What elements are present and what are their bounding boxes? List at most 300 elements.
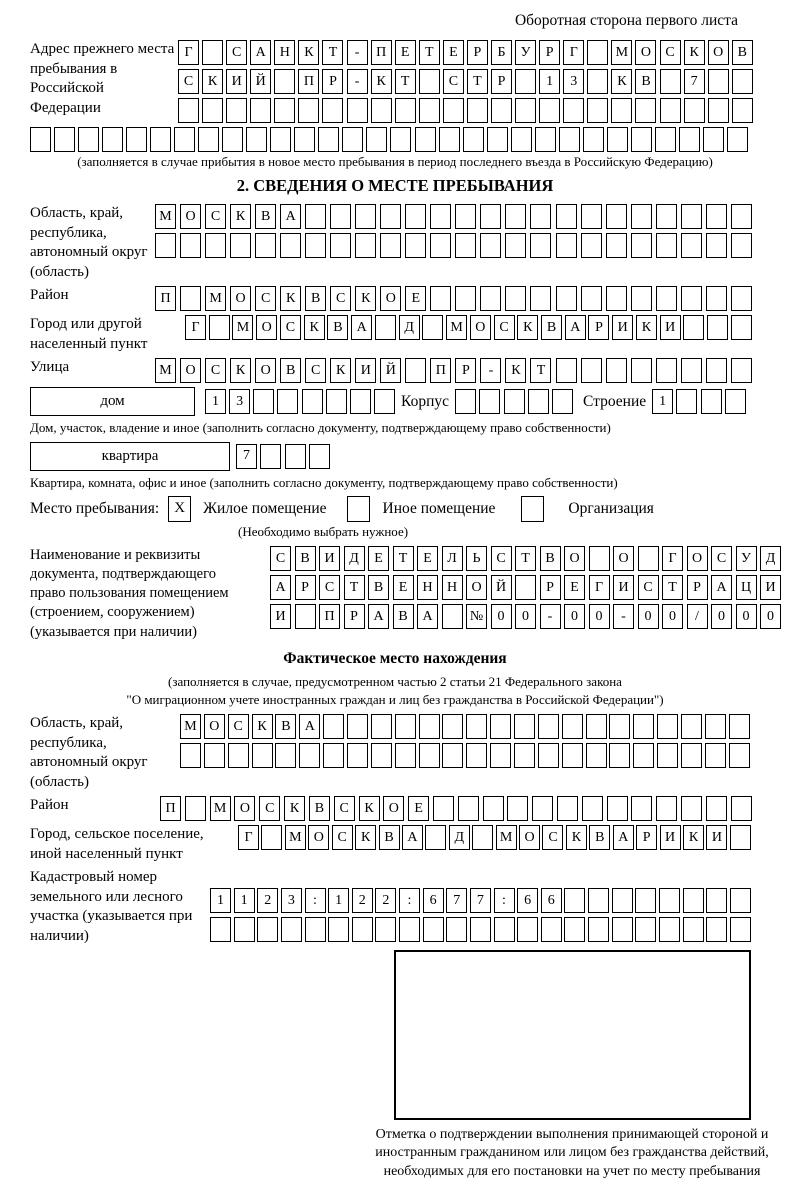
char-cell[interactable]: 6	[541, 888, 562, 913]
char-cell[interactable]: Ц	[736, 575, 757, 600]
char-cell[interactable]: С	[660, 40, 681, 65]
char-cell[interactable]: С	[305, 358, 326, 383]
char-cell[interactable]	[659, 917, 680, 942]
char-cell[interactable]	[204, 743, 225, 768]
char-cell[interactable]	[659, 888, 680, 913]
char-cell[interactable]	[530, 286, 551, 311]
char-cell[interactable]	[487, 127, 508, 152]
char-cell[interactable]: Т	[393, 546, 414, 571]
char-cell[interactable]	[347, 98, 368, 123]
char-cell[interactable]: Р	[539, 40, 560, 65]
char-cell[interactable]	[255, 233, 276, 258]
char-cell[interactable]: О	[635, 40, 656, 65]
char-cell[interactable]	[430, 286, 451, 311]
char-cell[interactable]	[425, 825, 446, 850]
char-cell[interactable]	[479, 389, 500, 414]
char-cell[interactable]	[587, 98, 608, 123]
char-cell[interactable]	[209, 315, 230, 340]
char-cell[interactable]: К	[611, 69, 632, 94]
char-cell[interactable]: Д	[399, 315, 420, 340]
char-cell[interactable]	[330, 204, 351, 229]
char-cell[interactable]	[30, 127, 51, 152]
char-cell[interactable]	[198, 127, 219, 152]
char-cell[interactable]: О	[383, 796, 404, 821]
char-cell[interactable]: П	[160, 796, 181, 821]
char-cell[interactable]	[274, 69, 295, 94]
char-cell[interactable]: М	[496, 825, 517, 850]
char-cell[interactable]: К	[505, 358, 526, 383]
char-cell[interactable]	[583, 127, 604, 152]
char-cell[interactable]	[155, 233, 176, 258]
char-cell[interactable]: М	[180, 714, 201, 739]
char-cell[interactable]: М	[232, 315, 253, 340]
char-cell[interactable]	[439, 127, 460, 152]
char-cell[interactable]	[280, 233, 301, 258]
char-cell[interactable]: А	[280, 204, 301, 229]
char-cell[interactable]: 2	[257, 888, 278, 913]
char-cell[interactable]: С	[638, 575, 659, 600]
char-cell[interactable]	[552, 389, 573, 414]
char-cell[interactable]	[185, 796, 206, 821]
char-cell[interactable]	[328, 917, 349, 942]
char-cell[interactable]: Е	[368, 546, 389, 571]
char-cell[interactable]: /	[687, 604, 708, 629]
char-cell[interactable]	[246, 127, 267, 152]
char-cell[interactable]: И	[355, 358, 376, 383]
char-cell[interactable]	[705, 714, 726, 739]
char-cell[interactable]	[707, 315, 728, 340]
char-cell[interactable]	[581, 358, 602, 383]
char-cell[interactable]: К	[684, 40, 705, 65]
char-cell[interactable]	[380, 204, 401, 229]
char-cell[interactable]: Т	[467, 69, 488, 94]
char-cell[interactable]: В	[275, 714, 296, 739]
char-cell[interactable]: К	[355, 286, 376, 311]
char-cell[interactable]: О	[613, 546, 634, 571]
char-cell[interactable]	[252, 743, 273, 768]
char-cell[interactable]	[480, 204, 501, 229]
char-cell[interactable]	[202, 98, 223, 123]
char-cell[interactable]	[729, 743, 750, 768]
char-cell[interactable]	[633, 714, 654, 739]
char-cell[interactable]	[586, 743, 607, 768]
char-cell[interactable]	[222, 127, 243, 152]
char-cell[interactable]	[253, 389, 274, 414]
char-cell[interactable]: Т	[515, 546, 536, 571]
char-cell[interactable]: Е	[417, 546, 438, 571]
char-cell[interactable]	[511, 127, 532, 152]
char-cell[interactable]	[563, 98, 584, 123]
char-cell[interactable]: Р	[588, 315, 609, 340]
char-cell[interactable]: О	[180, 358, 201, 383]
char-cell[interactable]: У	[736, 546, 757, 571]
char-cell[interactable]: С	[491, 546, 512, 571]
char-cell[interactable]: С	[332, 825, 353, 850]
char-cell[interactable]: Л	[442, 546, 463, 571]
char-cell[interactable]: В	[732, 40, 753, 65]
char-cell[interactable]	[178, 98, 199, 123]
char-cell[interactable]	[706, 204, 727, 229]
char-cell[interactable]	[606, 286, 627, 311]
char-cell[interactable]: Г	[563, 40, 584, 65]
char-cell[interactable]	[701, 389, 722, 414]
char-cell[interactable]: Ь	[466, 546, 487, 571]
char-cell[interactable]	[430, 233, 451, 258]
char-cell[interactable]	[706, 233, 727, 258]
char-cell[interactable]	[491, 98, 512, 123]
char-cell[interactable]	[210, 917, 231, 942]
char-cell[interactable]	[731, 315, 752, 340]
char-cell[interactable]	[380, 233, 401, 258]
char-cell[interactable]: Д	[449, 825, 470, 850]
char-cell[interactable]	[660, 69, 681, 94]
char-cell[interactable]: 1	[328, 888, 349, 913]
char-cell[interactable]	[681, 743, 702, 768]
char-cell[interactable]	[257, 917, 278, 942]
house-type-field[interactable]: дом	[30, 387, 195, 416]
char-cell[interactable]: Г	[662, 546, 683, 571]
char-cell[interactable]: 0	[515, 604, 536, 629]
char-cell[interactable]	[556, 286, 577, 311]
char-cell[interactable]	[631, 796, 652, 821]
char-cell[interactable]	[352, 917, 373, 942]
char-cell[interactable]: Н	[442, 575, 463, 600]
char-cell[interactable]: -	[540, 604, 561, 629]
char-cell[interactable]	[564, 917, 585, 942]
char-cell[interactable]	[347, 714, 368, 739]
char-cell[interactable]	[455, 233, 476, 258]
char-cell[interactable]: К	[280, 286, 301, 311]
char-cell[interactable]: О	[470, 315, 491, 340]
char-cell[interactable]: :	[494, 888, 515, 913]
char-cell[interactable]: М	[210, 796, 231, 821]
char-cell[interactable]	[299, 743, 320, 768]
char-cell[interactable]	[405, 233, 426, 258]
char-cell[interactable]	[446, 917, 467, 942]
char-cell[interactable]: В	[368, 575, 389, 600]
char-cell[interactable]: И	[612, 315, 633, 340]
char-cell[interactable]: У	[515, 40, 536, 65]
char-cell[interactable]: О	[466, 575, 487, 600]
char-cell[interactable]: О	[308, 825, 329, 850]
char-cell[interactable]: С	[205, 358, 226, 383]
char-cell[interactable]: К	[517, 315, 538, 340]
char-cell[interactable]	[442, 604, 463, 629]
char-cell[interactable]	[729, 714, 750, 739]
char-cell[interactable]	[422, 315, 443, 340]
char-cell[interactable]: 0	[711, 604, 732, 629]
char-cell[interactable]: И	[270, 604, 291, 629]
char-cell[interactable]	[442, 743, 463, 768]
char-cell[interactable]	[180, 743, 201, 768]
char-cell[interactable]: О	[519, 825, 540, 850]
char-cell[interactable]	[305, 204, 326, 229]
char-cell[interactable]	[371, 743, 392, 768]
char-cell[interactable]	[347, 743, 368, 768]
char-cell[interactable]: С	[228, 714, 249, 739]
char-cell[interactable]: С	[494, 315, 515, 340]
char-cell[interactable]	[515, 69, 536, 94]
char-cell[interactable]	[660, 98, 681, 123]
char-cell[interactable]	[633, 743, 654, 768]
char-cell[interactable]: К	[202, 69, 223, 94]
char-cell[interactable]: Р	[491, 69, 512, 94]
char-cell[interactable]: С	[255, 286, 276, 311]
char-cell[interactable]: М	[205, 286, 226, 311]
char-cell[interactable]: Н	[417, 575, 438, 600]
char-cell[interactable]: С	[319, 575, 340, 600]
char-cell[interactable]	[472, 825, 493, 850]
char-cell[interactable]	[541, 917, 562, 942]
char-cell[interactable]: И	[226, 69, 247, 94]
char-cell[interactable]	[631, 233, 652, 258]
char-cell[interactable]: К	[359, 796, 380, 821]
char-cell[interactable]: В	[255, 204, 276, 229]
char-cell[interactable]	[480, 286, 501, 311]
char-cell[interactable]	[564, 888, 585, 913]
char-cell[interactable]	[505, 233, 526, 258]
char-cell[interactable]	[463, 127, 484, 152]
char-cell[interactable]: Й	[380, 358, 401, 383]
char-cell[interactable]	[205, 233, 226, 258]
char-cell[interactable]: Р	[687, 575, 708, 600]
char-cell[interactable]: Р	[636, 825, 657, 850]
char-cell[interactable]: А	[565, 315, 586, 340]
char-cell[interactable]	[419, 714, 440, 739]
char-cell[interactable]: И	[319, 546, 340, 571]
char-cell[interactable]	[294, 127, 315, 152]
char-cell[interactable]: Д	[344, 546, 365, 571]
char-cell[interactable]	[656, 233, 677, 258]
char-cell[interactable]	[302, 389, 323, 414]
char-cell[interactable]: К	[230, 358, 251, 383]
char-cell[interactable]	[309, 444, 330, 469]
char-cell[interactable]	[261, 825, 282, 850]
char-cell[interactable]: П	[371, 40, 392, 65]
char-cell[interactable]: Р	[467, 40, 488, 65]
char-cell[interactable]	[612, 888, 633, 913]
char-cell[interactable]	[483, 796, 504, 821]
char-cell[interactable]: 7	[236, 444, 257, 469]
char-cell[interactable]: Р	[344, 604, 365, 629]
char-cell[interactable]	[395, 714, 416, 739]
char-cell[interactable]	[505, 204, 526, 229]
char-cell[interactable]: Е	[408, 796, 429, 821]
char-cell[interactable]	[494, 917, 515, 942]
char-cell[interactable]	[681, 714, 702, 739]
char-cell[interactable]	[703, 127, 724, 152]
char-cell[interactable]	[395, 743, 416, 768]
char-cell[interactable]: 0	[736, 604, 757, 629]
char-cell[interactable]: Г	[178, 40, 199, 65]
char-cell[interactable]	[681, 358, 702, 383]
char-cell[interactable]	[305, 917, 326, 942]
char-cell[interactable]: К	[355, 825, 376, 850]
char-cell[interactable]: С	[280, 315, 301, 340]
char-cell[interactable]: С	[542, 825, 563, 850]
char-cell[interactable]	[202, 40, 223, 65]
char-cell[interactable]	[298, 98, 319, 123]
char-cell[interactable]: С	[270, 546, 291, 571]
char-cell[interactable]: К	[371, 69, 392, 94]
char-cell[interactable]	[631, 286, 652, 311]
char-cell[interactable]	[330, 233, 351, 258]
char-cell[interactable]: Р	[295, 575, 316, 600]
char-cell[interactable]	[581, 233, 602, 258]
char-cell[interactable]: С	[443, 69, 464, 94]
char-cell[interactable]	[78, 127, 99, 152]
char-cell[interactable]	[681, 796, 702, 821]
char-cell[interactable]	[725, 389, 746, 414]
char-cell[interactable]	[656, 286, 677, 311]
char-cell[interactable]: А	[299, 714, 320, 739]
char-cell[interactable]	[609, 714, 630, 739]
char-cell[interactable]	[609, 743, 630, 768]
char-cell[interactable]	[150, 127, 171, 152]
char-cell[interactable]	[556, 233, 577, 258]
char-cell[interactable]: В	[541, 315, 562, 340]
char-cell[interactable]	[322, 98, 343, 123]
char-cell[interactable]	[375, 917, 396, 942]
char-cell[interactable]: Е	[393, 575, 414, 600]
char-cell[interactable]: 1	[234, 888, 255, 913]
stay-type-other-checkbox[interactable]	[347, 496, 370, 522]
char-cell[interactable]	[470, 917, 491, 942]
char-cell[interactable]	[515, 98, 536, 123]
char-cell[interactable]	[656, 358, 677, 383]
char-cell[interactable]	[706, 888, 727, 913]
char-cell[interactable]: О	[708, 40, 729, 65]
char-cell[interactable]	[562, 714, 583, 739]
char-cell[interactable]: С	[711, 546, 732, 571]
char-cell[interactable]: М	[155, 358, 176, 383]
char-cell[interactable]	[588, 888, 609, 913]
char-cell[interactable]: К	[330, 358, 351, 383]
char-cell[interactable]: 6	[423, 888, 444, 913]
char-cell[interactable]	[655, 127, 676, 152]
char-cell[interactable]	[657, 743, 678, 768]
char-cell[interactable]	[557, 796, 578, 821]
char-cell[interactable]	[581, 204, 602, 229]
char-cell[interactable]: П	[155, 286, 176, 311]
char-cell[interactable]: К	[304, 315, 325, 340]
char-cell[interactable]	[281, 917, 302, 942]
char-cell[interactable]	[656, 796, 677, 821]
char-cell[interactable]	[587, 69, 608, 94]
char-cell[interactable]: Р	[322, 69, 343, 94]
char-cell[interactable]: О	[204, 714, 225, 739]
char-cell[interactable]	[371, 714, 392, 739]
char-cell[interactable]: Р	[455, 358, 476, 383]
char-cell[interactable]: О	[230, 286, 251, 311]
char-cell[interactable]	[706, 358, 727, 383]
char-cell[interactable]	[631, 358, 652, 383]
char-cell[interactable]	[606, 358, 627, 383]
char-cell[interactable]: 3	[229, 389, 250, 414]
char-cell[interactable]: Г	[185, 315, 206, 340]
char-cell[interactable]	[355, 204, 376, 229]
char-cell[interactable]	[635, 917, 656, 942]
char-cell[interactable]: В	[295, 546, 316, 571]
char-cell[interactable]	[250, 98, 271, 123]
char-cell[interactable]	[180, 233, 201, 258]
char-cell[interactable]	[730, 888, 751, 913]
char-cell[interactable]	[399, 917, 420, 942]
char-cell[interactable]	[731, 796, 752, 821]
char-cell[interactable]	[676, 389, 697, 414]
apartment-type-field[interactable]: квартира	[30, 442, 230, 471]
char-cell[interactable]: 7	[684, 69, 705, 94]
char-cell[interactable]	[684, 98, 705, 123]
char-cell[interactable]	[430, 204, 451, 229]
char-cell[interactable]: -	[613, 604, 634, 629]
char-cell[interactable]	[611, 98, 632, 123]
char-cell[interactable]: С	[226, 40, 247, 65]
char-cell[interactable]	[708, 69, 729, 94]
char-cell[interactable]	[635, 888, 656, 913]
char-cell[interactable]	[562, 743, 583, 768]
char-cell[interactable]: А	[711, 575, 732, 600]
char-cell[interactable]	[635, 98, 656, 123]
char-cell[interactable]: Е	[405, 286, 426, 311]
char-cell[interactable]: В	[305, 286, 326, 311]
char-cell[interactable]	[731, 286, 752, 311]
char-cell[interactable]	[342, 127, 363, 152]
char-cell[interactable]	[466, 714, 487, 739]
char-cell[interactable]	[683, 315, 704, 340]
char-cell[interactable]	[395, 98, 416, 123]
char-cell[interactable]	[732, 98, 753, 123]
char-cell[interactable]: :	[399, 888, 420, 913]
char-cell[interactable]	[405, 358, 426, 383]
char-cell[interactable]: С	[178, 69, 199, 94]
char-cell[interactable]: М	[155, 204, 176, 229]
char-cell[interactable]: А	[368, 604, 389, 629]
char-cell[interactable]	[679, 127, 700, 152]
char-cell[interactable]: И	[760, 575, 781, 600]
char-cell[interactable]: 0	[564, 604, 585, 629]
char-cell[interactable]	[731, 233, 752, 258]
char-cell[interactable]: К	[566, 825, 587, 850]
char-cell[interactable]	[390, 127, 411, 152]
stay-type-residential-checkbox[interactable]: X	[168, 496, 191, 522]
char-cell[interactable]: :	[305, 888, 326, 913]
char-cell[interactable]: М	[446, 315, 467, 340]
char-cell[interactable]	[706, 796, 727, 821]
char-cell[interactable]: В	[589, 825, 610, 850]
char-cell[interactable]	[433, 796, 454, 821]
char-cell[interactable]: 7	[446, 888, 467, 913]
char-cell[interactable]: -	[347, 40, 368, 65]
char-cell[interactable]: В	[327, 315, 348, 340]
char-cell[interactable]	[274, 98, 295, 123]
char-cell[interactable]	[467, 98, 488, 123]
char-cell[interactable]	[102, 127, 123, 152]
char-cell[interactable]	[708, 98, 729, 123]
char-cell[interactable]: Г	[589, 575, 610, 600]
char-cell[interactable]: №	[466, 604, 487, 629]
char-cell[interactable]: Т	[662, 575, 683, 600]
char-cell[interactable]	[538, 743, 559, 768]
char-cell[interactable]: 6	[517, 888, 538, 913]
char-cell[interactable]	[727, 127, 748, 152]
char-cell[interactable]: -	[347, 69, 368, 94]
char-cell[interactable]: Г	[238, 825, 259, 850]
char-cell[interactable]: Р	[540, 575, 561, 600]
char-cell[interactable]: П	[298, 69, 319, 94]
char-cell[interactable]	[731, 358, 752, 383]
char-cell[interactable]	[538, 714, 559, 739]
